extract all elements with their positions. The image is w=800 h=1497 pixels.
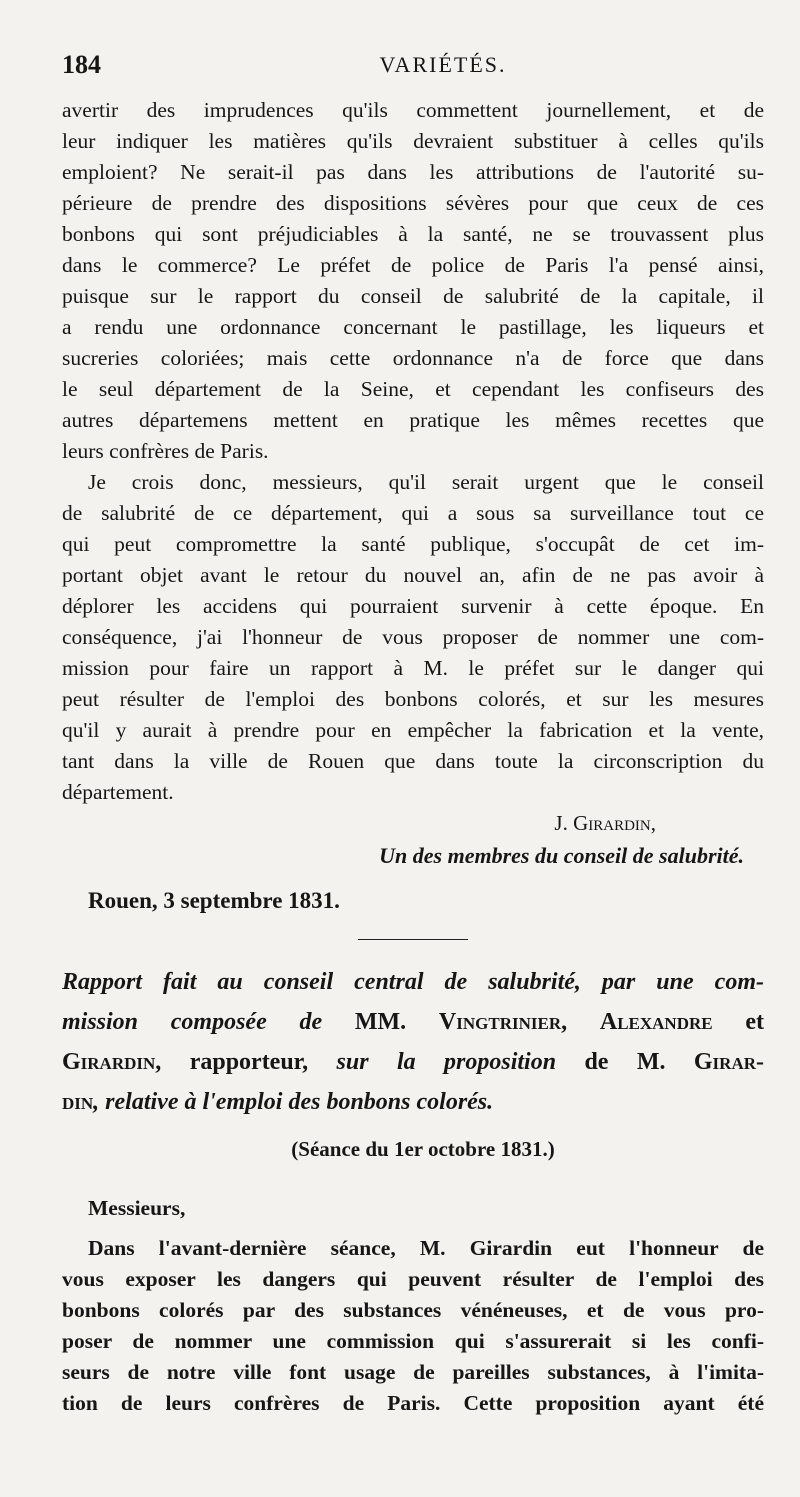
text-line: a rendu une ordonnance concernant le pastillage, les liqueurs et (62, 315, 764, 339)
paragraph-2 (62, 467, 764, 808)
running-head: VARIÉTÉS. (379, 52, 507, 77)
text-line: avertir des imprudences qu'ils commettent journellement, et de (62, 98, 764, 122)
commissioner-name: Vingtrinier (438, 1009, 562, 1035)
text-line: Dans l'avant-dernière séance, M. Girardin eut l'honneur de (88, 1236, 764, 1260)
report-title-text: et (712, 1009, 764, 1035)
text-line: leurs confrères de Paris. (62, 439, 269, 463)
text-line: qui peut compromettre la santé publique, s'occupât de cet im- (62, 532, 764, 556)
report-title-text: , rapporteur, (155, 1049, 337, 1075)
text-line: poser de nommer une commission qui s'assurerait si les confi- (62, 1329, 764, 1353)
text-line: dans le commerce? Le préfet de police de Paris l'a pensé ainsi, (62, 253, 764, 277)
text-line: vous exposer les dangers qui peuvent résulter de l'emploi des (62, 1267, 764, 1291)
text-line: conséquence, j'ai l'honneur de vous proposer de nommer une com- (62, 625, 764, 649)
text-line: emploient? Ne serait-il pas dans les attributions de l'autorité su- (62, 160, 764, 184)
text-line: seurs de notre ville font usage de pareilles substances, à l'imita- (62, 1360, 764, 1384)
report-title-line (62, 1042, 764, 1082)
text-line: tant dans la ville de Rouen que dans toute la circonscription du (62, 749, 764, 773)
section-divider (358, 939, 468, 940)
page-body (62, 95, 764, 1419)
report-title-text: sur la proposition (336, 1049, 585, 1075)
report-title-text: , relative à l'emploi des bonbons colorés. (93, 1089, 494, 1115)
report-title-line (62, 962, 764, 1002)
report-title-text: mission composée de (62, 1009, 355, 1035)
commissioner-name: Girardin (62, 1049, 156, 1075)
text-line: de salubrité de ce département, qui a sous sa surveillance tout ce (62, 501, 764, 525)
commissioner-name: Girar- (693, 1049, 764, 1075)
commissioner-name: din (62, 1089, 94, 1115)
page-header (62, 50, 764, 90)
text-line: département. (62, 780, 174, 804)
text-line: qu'il y aurait à prendre pour en empêcher la fabrication et la vente, (62, 718, 764, 742)
paragraph-1 (62, 95, 764, 467)
report-title-line (62, 1002, 764, 1042)
text-line: mission pour faire un rapport à M. le préfet sur le danger qui (62, 656, 764, 680)
report-title-text: , (561, 1009, 600, 1035)
page-number: 184 (62, 50, 101, 79)
text-line: peut résulter de l'emploi des bonbons colorés, et sur les mesures (62, 687, 764, 711)
text-line: périeure de prendre des dispositions sévères pour que ceux de ces (62, 191, 764, 215)
signature-role: Un des membres du conseil de salubrité. (379, 843, 744, 868)
text-line: sucreries coloriées; mais cette ordonnance n'a de force que dans (62, 346, 764, 370)
signature-name (62, 808, 764, 839)
signature-name-text: J. Girardin, (554, 811, 656, 835)
text-line: déplorer les accidens qui pourraient survenir à cette époque. En (62, 594, 764, 618)
report-title-text: de M. (584, 1049, 694, 1075)
text-line: Je crois donc, messieurs, qu'il serait urgent que le conseil (88, 470, 764, 494)
report-title-text: Rapport fait au conseil central de salubrité, par une com- (62, 969, 764, 995)
text-line: bonbons qui sont préjudiciables à la santé, ne se trouvassent plus (62, 222, 764, 246)
text-line: bonbons colorés par des substances vénéneuses, et de vous pro- (62, 1298, 764, 1322)
report-title-text: MM. (354, 1009, 439, 1035)
text-line: puisque sur le rapport du conseil de salubrité de la capitale, il (62, 284, 764, 308)
text-line: tion de leurs confrères de Paris. Cette proposition ayant été (62, 1391, 764, 1415)
paragraph-3 (62, 1233, 764, 1419)
report-title (62, 962, 764, 1122)
text-line: portant objet avant le retour du nouvel an, afin de ne pas avoir à (62, 563, 764, 587)
commissioner-name: Alexandre (599, 1009, 713, 1035)
text-line: leur indiquer les matières qu'ils devraient substituer à celles qu'ils (62, 129, 764, 153)
text-line: le seul département de la Seine, et cependant les confiseurs des (62, 377, 764, 401)
salutation: Messieurs, (88, 1196, 186, 1220)
dateline: Rouen, 3 septembre 1831. (88, 888, 340, 913)
seance-date: (Séance du 1er octobre 1831.) (291, 1137, 555, 1161)
text-line: autres départemens mettent en pratique les mêmes recettes que (62, 408, 764, 432)
report-title-line (62, 1082, 764, 1122)
